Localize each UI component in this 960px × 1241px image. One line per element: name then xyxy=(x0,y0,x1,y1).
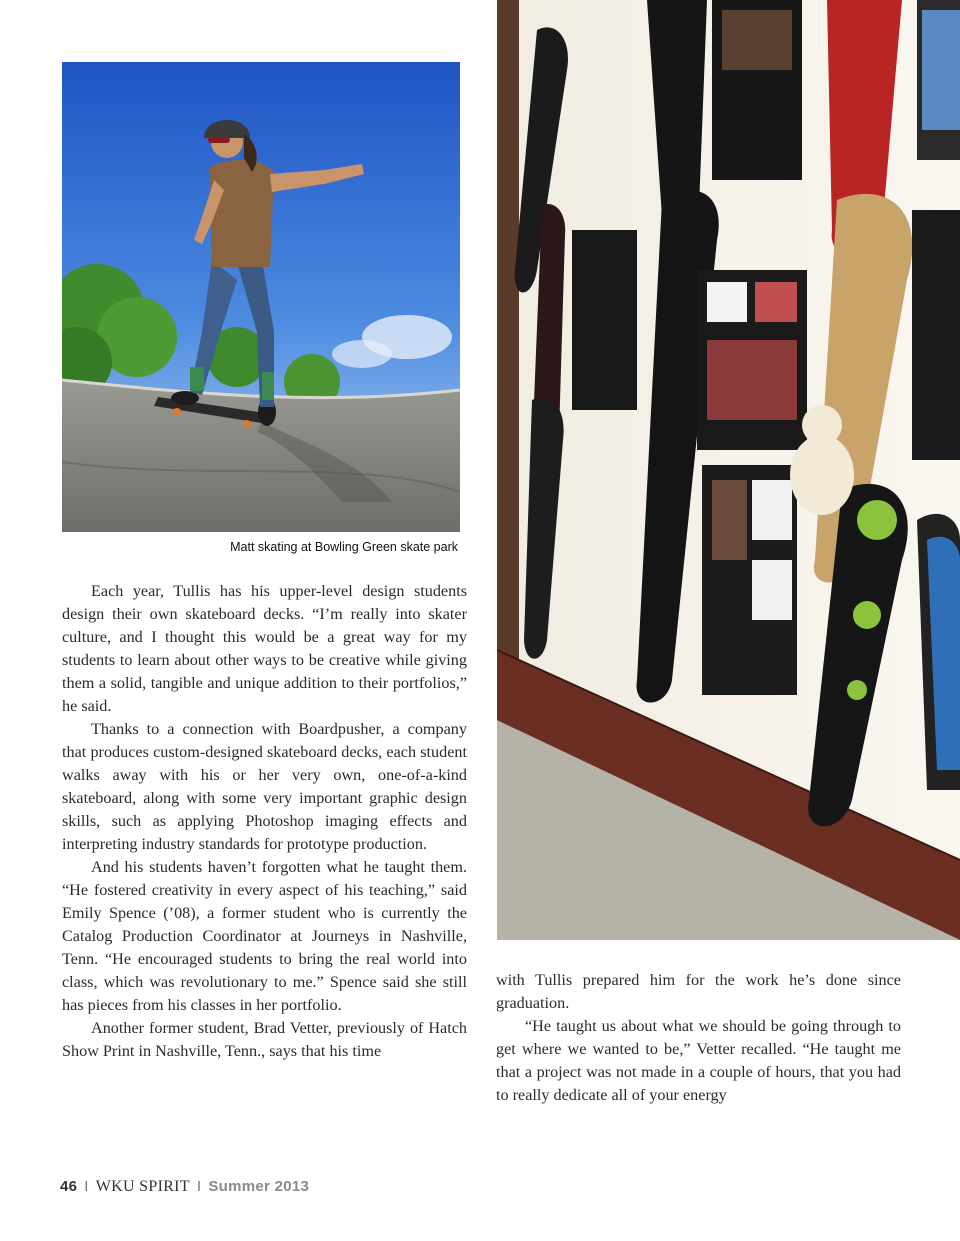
footer-separator: I xyxy=(84,1178,89,1195)
article-paragraph: Another former student, Brad Vetter, previously of Hatch Show Print in Nashville, Tenn., says that his time xyxy=(62,1019,467,1060)
article-paragraph: Each year, Tullis has his upper-level design students design their own skateboard decks. “I’m really into skater culture, and I thought this would be a great way for my students to learn about other ways to be creative while giving them a solid, tangible and unique addition to their portfolios,” he said. xyxy=(62,582,467,715)
footer-separator: I xyxy=(196,1178,202,1195)
issue-label: Summer 2013 xyxy=(208,1178,310,1195)
article-paragraph: And his students haven’t forgotten what he taught them. “He fostered creativity in every aspect of his teaching,” said Emily Spence (’08), a former student who is currently the Catalog Production Coordinator at Journeys in Nashville, Tenn. “He encouraged students to bring the real world into class, which was revolutionary to me.” Spence said she still has pieces from his classes in her portfolio. xyxy=(62,858,467,1014)
page-number: 46 xyxy=(60,1178,78,1195)
article-column-right xyxy=(496,969,901,1107)
article-paragraph: “He taught us about what we should be going through to get where we wanted to be,” Vetter recalled. “He taught me that a project was not made in a couple of hours, that you had to really dedicate all of your energy xyxy=(496,1017,901,1104)
page-footer xyxy=(60,1178,309,1196)
article-paragraph: with Tullis prepared him for the work he’s done since graduation. xyxy=(496,971,901,1012)
skateboarder-photo xyxy=(62,62,460,532)
publication-name: WKU SPIRIT xyxy=(95,1178,190,1195)
photo-caption: Matt skating at Bowling Green skate park xyxy=(230,540,458,554)
skateboard-gallery-photo xyxy=(497,0,960,940)
article-column-left xyxy=(62,580,467,1063)
article-paragraph: Thanks to a connection with Boardpusher, a company that produces custom-designed skateboard decks, each student walks away with his or her very own, one-of-a-kind skateboard, along with some very important graphic design skills, such as applying Photoshop imaging effects and interpreting industry standards for prototype production. xyxy=(62,720,467,853)
photo-credit: Photo Credit: Andy Tullis xyxy=(40,394,50,498)
